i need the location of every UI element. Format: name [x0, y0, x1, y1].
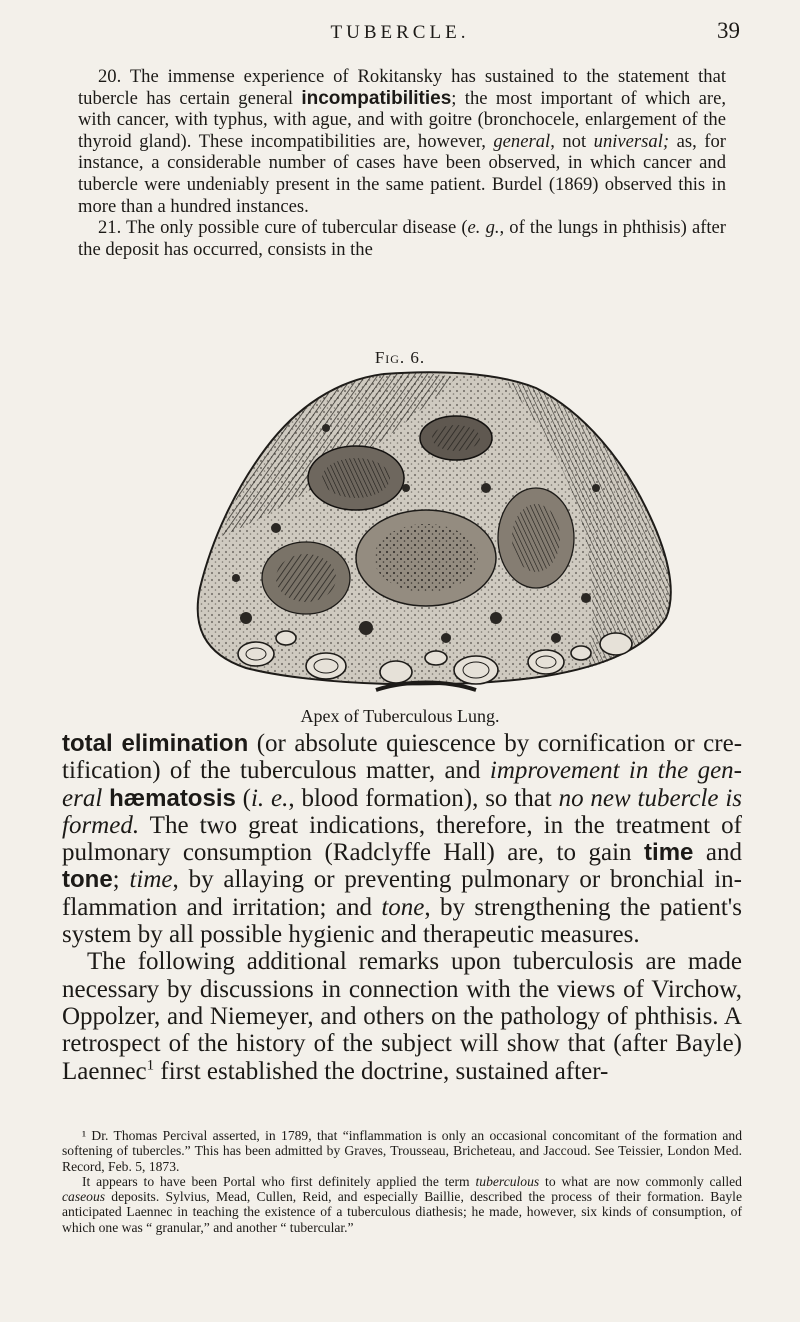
text-run: It appears to have been Portal who first definitely applied the term [82, 1173, 476, 1189]
paragraph-continued [62, 730, 742, 948]
text-run: 21. The only possible cure of tubercular disease ( [98, 217, 468, 239]
text-run: The two great indications, therefore, in the treatment of pulmonary consumption (Radclyffe Hall) are, to gain [62, 811, 742, 867]
text-run: , by strengthening the patient's system by all possible hygienic and therapeutic measures. [62, 893, 742, 949]
italic-term: i. e. [250, 784, 289, 812]
text-run: and [693, 839, 742, 867]
running-title: TUBERCLE. [330, 22, 470, 43]
text-run: as, for instance, a considerable number of cases have been observed, in which cancer and tubercle were undeniably present in the same patient. Burdel (1869) observed this in more than a hundred instances. [78, 130, 726, 217]
text-run: to what are now commonly called [539, 1173, 742, 1189]
bold-term: time [644, 839, 694, 867]
text-run: (or absolute quiescence by cornification or cretification) of the tuberculous matter, and [62, 730, 743, 785]
bold-term: total elimination [62, 730, 249, 757]
footnote-1-continued [62, 1174, 742, 1235]
text-run: The following additional remarks upon tuberculosis are made necessary by discussions in connection with the views of Virchow, Oppolzer, and Niemeyer, and others on the pathology of phthisis. A retrospect of the history of the subject will show that (after Bayle) Laennec [62, 948, 742, 1085]
lung-illustration [126, 368, 681, 698]
paragraph-21 [78, 217, 726, 260]
italic-term: general [493, 130, 551, 152]
text-run: deposits. Sylvius, Mead, Cullen, Reid, and especially Baillie, described the process of their formation. Bayle anticipated Laennec in teaching the existence of a tuberculous diathesis; he made, however, six kinds of consumption, of which one was “ granular,” and another “ tubercular.” [62, 1189, 742, 1235]
figure-caption: Apex of Tuberculous Lung. [300, 706, 500, 726]
footnote-marker: 1 [146, 1057, 155, 1074]
italic-term: tuberculous [475, 1173, 540, 1189]
text-run: , not [550, 130, 594, 152]
italic-term: time [129, 866, 173, 894]
page-header [60, 18, 740, 48]
italic-term: no new tubercle is formed. [62, 784, 743, 839]
text-run: ; the most important of which are, with cancer, with typhus, with ague, and with goitre (bronchocele, enlargement of the thyroid gland). These incompatibilities are, however, [78, 87, 726, 152]
italic-term: improvement in the general [62, 757, 742, 812]
footnote-1: ¹ Dr. Thomas Percival asserted, in 1789, that “inflammation is only an occasional concomitant of the formation and softening of tubercles.” This has been admitted by Graves, Trousseau, Bricheteau, and Jaccoud. See Teissier, London Med. Record, Feb. 5, 1873. [62, 1128, 742, 1174]
italic-term: tone [381, 893, 425, 921]
paragraph-additional-remarks [62, 948, 742, 1084]
text-run: , of the lungs in phthisis) after the deposit has occurred, consists in the [78, 217, 726, 260]
text-run: 20. The immense experience of Rokitansky has sustained to the statement that tubercle has certain general [78, 66, 726, 109]
italic-term: universal; [593, 130, 670, 152]
main-text-block [62, 730, 742, 1085]
text-run: , blood formation), so that [288, 784, 559, 812]
bold-term: incompatibilities [301, 87, 452, 109]
italic-term: caseous [62, 1189, 106, 1205]
lung-engraving [126, 368, 681, 698]
italic-term: e. g. [467, 217, 500, 239]
bold-term: tone [62, 866, 113, 894]
paragraph-20 [78, 66, 726, 217]
figure-label: Fig. 6. [374, 348, 426, 367]
text-run: first established the doctrine, sustained after- [154, 1057, 609, 1085]
text-run: ; [112, 866, 130, 894]
footnotes [62, 1128, 742, 1235]
bold-term: hæmatosis [109, 784, 236, 812]
upper-text-block [78, 66, 726, 260]
text-run: ( [235, 784, 251, 812]
page-number: 39 [717, 18, 740, 43]
text-run: , by allaying or preventing pulmonary or bronchial inflammation and irritation; and [62, 866, 742, 921]
